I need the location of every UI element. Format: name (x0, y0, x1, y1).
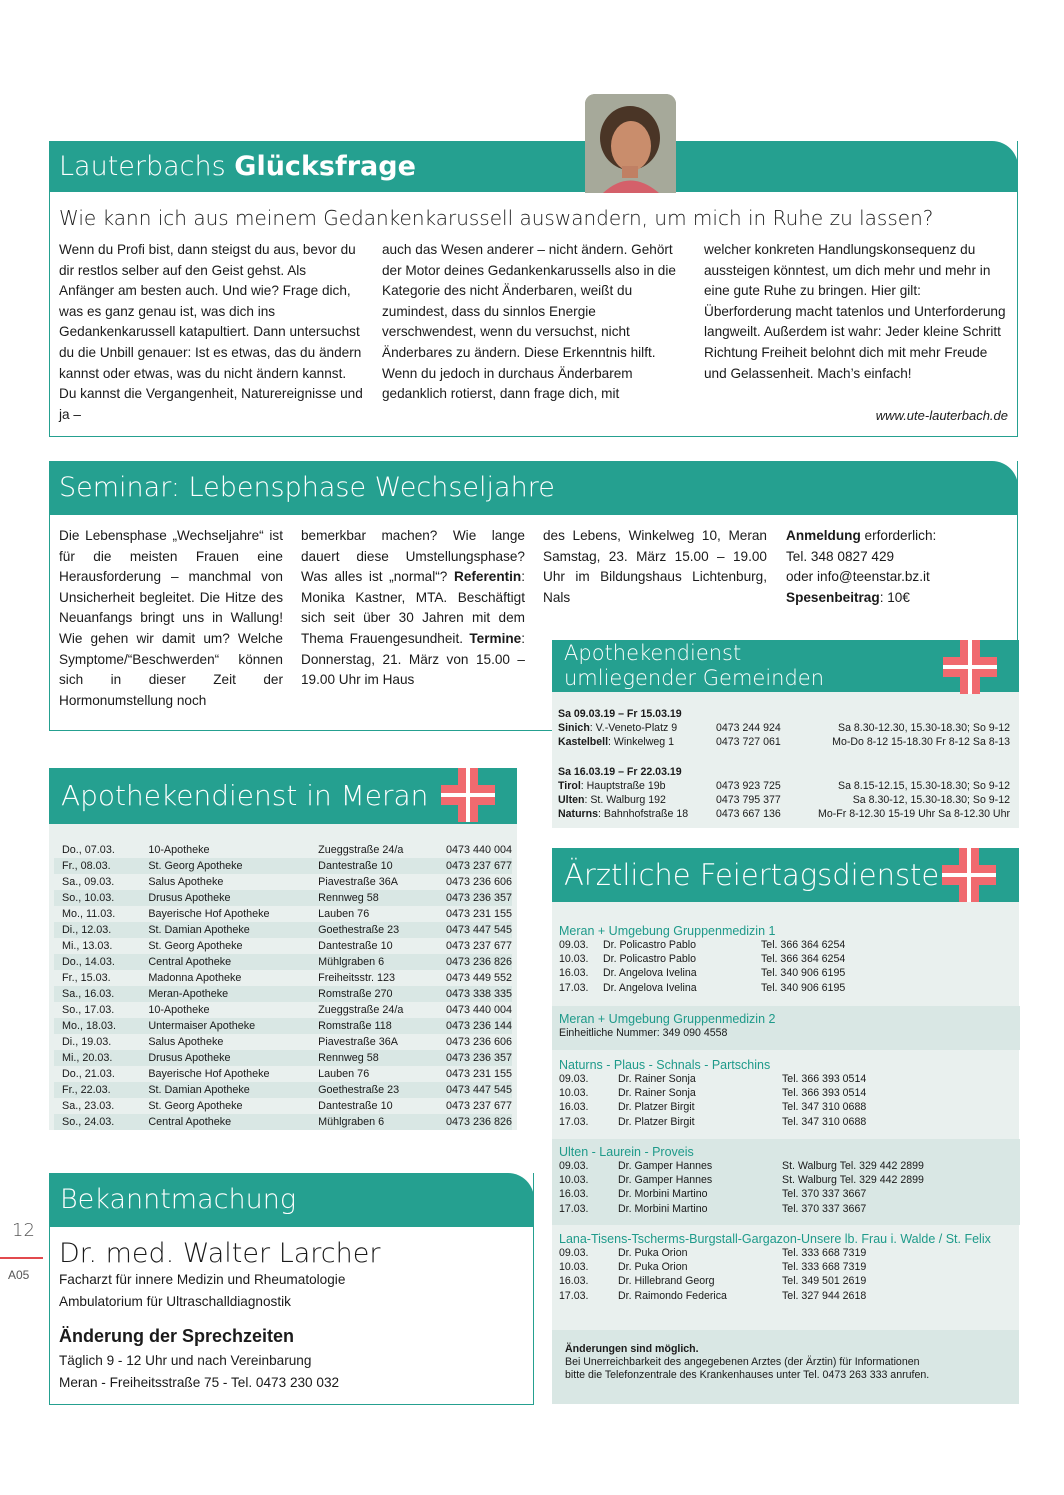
table-cell: Bayerische Hof Apotheke (148, 908, 270, 920)
table-cell: So., 10.03. (62, 892, 115, 904)
table-cell: Goethestraße 23 (318, 924, 400, 936)
bekannt-title: Bekanntmachung (60, 1184, 297, 1215)
doctor-ambulatorium: Ambulatorium für Ultraschalldiagnostik (59, 1294, 291, 1309)
seminar-col-3: des Lebens, Winkelweg 10, Meran Samstag, 23. März 15.00 – 19.00 Uhr im Bildungshaus Lichtenburg, Nals (543, 528, 767, 605)
aerzte-title: Ärztliche Feiertagsdienste (564, 858, 940, 892)
table-row (54, 842, 512, 858)
glueck-title: Lauterbachs Glücksfrage (59, 151, 416, 182)
aerzte-title-bar (552, 848, 1019, 902)
table-cell: 0473 236 606 (445, 1036, 512, 1048)
table-row (54, 1098, 512, 1114)
table-cell: Central Apotheke (148, 1116, 232, 1128)
table-cell: 0473 449 552 (445, 972, 512, 984)
apo-umliegend-title-2: umliegender Gemeinden (564, 666, 825, 690)
table-cell: Rennweg 58 (318, 1052, 379, 1064)
table-cell: Dantestraße 10 (318, 860, 393, 872)
table-cell: 0473 237 677 (445, 940, 512, 952)
glueck-col-1: Wenn du Profi bist, dann steigst du aus, bevor du dir restlos selber auf den Geist gehst. Als Anfänger am besten auch. Und wie? Frage dich, was es ganz genau ist, was dich ins Gedankenkarussell katapultiert. Dann untersuchst du die Unbill genauer: Ist es etwas, das du ändern kannst oder etwas, was du nicht ändern kannst. Du kannst die Vergangenheit, Naturereignisse und ja – (59, 242, 363, 422)
apo-umliegend-group-2: Sa 16.03.19 – Fr 22.03.19 Tirol: Hauptstraße 19b 0473 923 725 Sa 8.15-12.15, 15.30-18.30; So 9-12 Ulten: St. Walburg 192 0473 795 377 Sa 8.30-12, 15.30-18.30; So 9-12 Naturns: Bahnhofstraße 18 0473 667 136 Mo-Fr 8-12.30 15-19 Uhr Sa 8-12.30 Uhr (558, 766, 1010, 820)
list-item: 10.03. Dr. Puka Orion Tel. 333 668 7319 (559, 1261, 867, 1274)
table-row (54, 986, 512, 1002)
table-row (54, 922, 512, 938)
list-item: 17.03. Dr. Morbini Martino Tel. 370 337 3667 (559, 1202, 867, 1215)
doctor-specialty: Facharzt für innere Medizin und Rheumatologie (59, 1272, 346, 1287)
table-cell: 0473 236 826 (445, 1116, 512, 1128)
table-row (54, 890, 512, 906)
seminar-title: Seminar: Lebensphase Wechseljahre (59, 472, 555, 503)
table-row (54, 1066, 512, 1082)
table-cell: 10-Apotheke (148, 844, 210, 856)
table-cell: Mo., 11.03. (62, 908, 116, 920)
table-cell: St. Georg Apotheke (148, 940, 243, 952)
table-cell: 0473 236 144 (445, 1020, 512, 1032)
list-item: Ulten: St. Walburg 192 0473 795 377 Sa 8.30-12, 15.30-18.30; So 9-12 (558, 794, 1010, 806)
list-item: Tirol: Hauptstraße 19b 0473 923 725 Sa 8.15-12.15, 15.30-18.30; So 9-12 (558, 780, 1010, 792)
hours-text: Täglich 9 - 12 Uhr und nach Vereinbarung (59, 1353, 312, 1368)
table-cell: Romstraße 118 (318, 1020, 392, 1032)
table-cell: Freiheitsstr. 123 (318, 972, 395, 984)
glueck-question: Wie kann ich aus meinem Gedankenkarussell auswandern, um mich in Ruhe zu lassen? (59, 206, 934, 230)
table-cell: St. Georg Apotheke (148, 860, 243, 872)
table-cell: Zueggstraße 24/a (318, 1004, 404, 1016)
page-number: 12 (12, 1220, 35, 1241)
table-cell: Madonna Apotheke (148, 972, 242, 984)
glueck-col-3: welcher konkreten Handlungskonsequenz du aussteigen könntest, um dich mehr und mehr in eine gute Ruhe zu bringen. Hier gilt: Überforderung macht tatenlos und Unterforderung langweilt. Außerdem ist wahr: Jeder kleine Schritt Richtung Freiheit belohnt dich mit mehr Freude und Gelassenheit. Mach’s einfach! (704, 242, 1006, 381)
table-row (54, 1114, 512, 1130)
pharmacy-cross-icon (943, 640, 997, 694)
doctor-name: Dr. med. Walter Larcher (59, 1238, 381, 1269)
seminar-col-4: Anmeldung erforderlich: Tel. 348 0827 429 oder info@teenstar.bz.it Spesenbeitrag: 10€ (786, 526, 1010, 608)
table-cell: 0473 231 155 (445, 1068, 512, 1080)
seminar-title-bar (49, 461, 1018, 515)
table-cell: Mühlgraben 6 (318, 1116, 385, 1128)
table-cell: Di., 19.03. (62, 1036, 112, 1048)
table-cell: Fr., 22.03. (62, 1084, 111, 1096)
table-row (54, 1050, 512, 1066)
table-row (54, 970, 512, 986)
table-cell: Rennweg 58 (318, 892, 379, 904)
table-cell: Bayerische Hof Apotheke (148, 1068, 270, 1080)
table-cell: Drusus Apotheke (148, 1052, 231, 1064)
table-cell: 0473 236 606 (445, 876, 512, 888)
table-cell: Dantestraße 10 (318, 940, 393, 952)
aerzte-section: Naturns - Plaus - Schnals - Partschins 09.03. Dr. Rainer Sonja Tel. 366 393 0514 10.03. Dr. Rainer Sonja Tel. 366 393 0514 16.03. Dr. Platzer Birgit Tel. 347 310 0688 17.03. Dr. Platzer Birgit Tel. 347 310 0688 (559, 1058, 867, 1128)
list-item: 16.03. Dr. Platzer Birgit Tel. 347 310 0688 (559, 1101, 867, 1114)
table-cell: Piavestraße 36A (318, 1036, 398, 1048)
seminar-col-2: bemerkbar machen? Wie lange dauert diese Umstellungsphase? Was alles ist „normal“? Referentin: Monika Kastner, MTA. Beschäftigt sich seit über 30 Jahren mit dem Thema Frauengesundheit. Termine: Donnerstag, 21. März von 15.00 – 19.00 Uhr im Haus (301, 528, 526, 688)
table-cell: Sa., 23.03. (62, 1100, 115, 1112)
apo-umliegend-group-1: Sa 09.03.19 – Fr 15.03.19 Sinich: V.-Veneto-Platz 9 0473 244 924 Sa 8.30-12.30, 15.30-18.30; So 9-12 Kastelbell: Winkelweg 1 0473 727 061 Mo-Do 8-12 15-18.30 Fr 8-12 Sa 8-13 (558, 708, 1010, 748)
table-cell: Mi., 20.03. (62, 1052, 113, 1064)
aerzte-footer: Änderungen sind möglich. Bei Unerreichbarkeit des angegebenen Arztes (der Ärztin) für Informationen bitte die Telefonzentrale des Krankenhauses unter Tel. 0473 263 333 anrufen. (552, 1330, 1019, 1404)
doctor-address: Meran - Freiheitsstraße 75 - Tel. 0473 230 032 (59, 1375, 340, 1390)
table-cell: Sa., 16.03. (62, 988, 115, 1000)
apo-umliegend-title-1: Apothekendienst (564, 641, 742, 665)
table-cell: So., 24.03. (62, 1116, 115, 1128)
table-cell: Lauben 76 (318, 908, 370, 920)
table-cell: 0473 237 677 (445, 1100, 512, 1112)
medical-cross-icon (942, 848, 996, 902)
list-item: Kastelbell: Winkelweg 1 0473 727 061 Mo-Do 8-12 15-18.30 Fr 8-12 Sa 8-13 (558, 736, 1010, 748)
table-row (54, 954, 512, 970)
table-cell: Di., 12.03. (62, 924, 112, 936)
table-cell: St. Damian Apotheke (148, 1084, 250, 1096)
table-cell: 0473 236 357 (445, 892, 512, 904)
table-cell: Sa., 09.03. (62, 876, 115, 888)
list-item: 09.03. Dr. Policastro Pablo Tel. 366 364 6254 (559, 939, 846, 951)
table-cell: Do., 14.03. (62, 956, 115, 968)
glueck-col-2: auch das Wesen anderer – nicht ändern. Gehört der Motor deines Gedankenkarussells also in die Kategorie des nicht Änderbaren, weißt du zumindest, dass du sinnlos Energie verschwendest, wenn du versuchst, nicht Änderbares zu ändern. Diese Erkenntnis hilft. Wenn du jedoch in durchaus Änderbarem gedanklich rotierst, dann frage dich, mit (382, 242, 676, 402)
table-row (54, 906, 512, 922)
table-cell: Central Apotheke (148, 956, 232, 968)
table-cell: Do., 07.03. (62, 844, 115, 856)
table-row (54, 1018, 512, 1034)
table-cell: Do., 21.03. (62, 1068, 115, 1080)
list-item: 10.03. Dr. Rainer Sonja Tel. 366 393 0514 (559, 1087, 867, 1100)
table-cell: St. Damian Apotheke (148, 924, 250, 936)
table-cell: 0473 338 335 (445, 988, 512, 1000)
aerzte-section: Meran + Umgebung Gruppenmedizin 2 Einheitliche Nummer: 349 090 4558 (552, 1006, 1020, 1050)
list-item: 09.03. Dr. Puka Orion Tel. 333 668 7319 (559, 1247, 867, 1259)
table-cell: Fr., 15.03. (62, 972, 111, 984)
list-item: 09.03. Dr. Gamper Hannes St. Walburg Tel. 329 442 2899 (559, 1160, 924, 1172)
glueck-title-bar (49, 141, 1018, 192)
list-item: 17.03. Dr. Raimondo Federica Tel. 327 944 2618 (559, 1289, 867, 1302)
table-cell: Salus Apotheke (148, 1036, 224, 1048)
table-row (54, 1082, 512, 1098)
table-cell: 0473 237 677 (445, 860, 512, 872)
table-cell: Zueggstraße 24/a (318, 844, 404, 856)
table-cell: Dantestraße 10 (318, 1100, 393, 1112)
table-cell: 0473 440 004 (445, 844, 512, 856)
table-cell: So., 17.03. (62, 1004, 115, 1016)
list-item: 10.03. Dr. Gamper Hannes St. Walburg Tel. 329 442 2899 (559, 1174, 924, 1187)
table-cell: Salus Apotheke (148, 876, 224, 888)
list-item: Sinich: V.-Veneto-Platz 9 0473 244 924 Sa 8.30-12.30, 15.30-18.30; So 9-12 (558, 722, 1010, 734)
table-row (54, 938, 512, 954)
list-item: 16.03. Dr. Hillebrand Georg Tel. 349 501 2619 (559, 1275, 867, 1288)
table-cell: 0473 231 155 (445, 908, 512, 920)
table-cell: Lauben 76 (318, 1068, 370, 1080)
table-row (54, 858, 512, 874)
table-row (54, 874, 512, 890)
table-cell: 10-Apotheke (148, 1004, 210, 1016)
page-divider (0, 1257, 43, 1259)
aerzte-section: Lana-Tisens-Tscherms-Burgstall-Gargazon-Unsere lb. Frau i. Walde / St. Felix 09.03. Dr. Puka Orion Tel. 333 668 7319 10.03. Dr. Puka Orion Tel. 333 668 7319 16.03. Dr. Hillebrand Georg Tel. 349 501 2619 17.03. Dr. Raimondo Federica Tel. 327 944 2618 (559, 1232, 991, 1302)
table-row (54, 1002, 512, 1018)
portrait-icon (585, 94, 676, 193)
table-cell: Meran-Apotheke (148, 988, 229, 1000)
glueck-url[interactable]: www.ute-lauterbach.de (875, 408, 1008, 423)
aerzte-section: Ulten - Laurein - Proveis 09.03. Dr. Gamper Hannes St. Walburg Tel. 329 442 2899 10.03. Dr. Gamper Hannes St. Walburg Tel. 329 442 2899 16.03. Dr. Morbini Martino Tel. 370 337 3667 17.03. Dr. Morbini Martino Tel. 370 337 3667 (552, 1139, 1020, 1225)
table-cell: 0473 236 357 (445, 1052, 512, 1064)
pharmacy-cross-icon (441, 768, 495, 822)
list-item: Naturns: Bahnhofstraße 18 0473 667 136 Mo-Fr 8-12.30 15-19 Uhr Sa 8-12.30 Uhr (558, 808, 1010, 820)
table-cell: Piavestraße 36A (318, 876, 398, 888)
table-cell: Mühlgraben 6 (318, 956, 385, 968)
table-cell: Drusus Apotheke (148, 892, 231, 904)
list-item: 09.03. Dr. Rainer Sonja Tel. 366 393 0514 (559, 1073, 867, 1085)
apo-meran-title: Apothekendienst in Meran (61, 779, 429, 812)
table-cell: Mo., 18.03. (62, 1020, 117, 1032)
table-cell: St. Georg Apotheke (148, 1100, 243, 1112)
list-item: 17.03. Dr. Platzer Birgit Tel. 347 310 0688 (559, 1115, 867, 1128)
table-cell: Goethestraße 23 (318, 1084, 400, 1096)
list-item: 16.03. Dr. Morbini Martino Tel. 370 337 3667 (559, 1188, 867, 1201)
table-cell: Mi., 13.03. (62, 940, 113, 952)
table-cell: Untermaiser Apotheke (148, 1020, 256, 1032)
aerzte-section: Meran + Umgebung Gruppenmedizin 1 09.03. Dr. Policastro Pablo Tel. 366 364 6254 10.03. Dr. Policastro Pablo Tel. 366 364 6254 16.03. Dr. Angelova Ivelina Tel. 340 906 6195 17.03. Dr. Angelova Ivelina Tel. 340 906 6195 (559, 924, 846, 994)
table-cell: Fr., 08.03. (62, 860, 111, 872)
seminar-col-1: Die Lebensphase „Wechseljahre“ ist für die meisten Frauen eine Herausforderung – manchmal von Unsicherheit begleitet. Die Hitze des Neuanfangs bringt uns in Wallung! Wie gehen wir damit um? Welche Symptome/“Beschwerden“ können sich in dieser Zeit der Hormonumstellung noch (59, 528, 283, 708)
table-cell: Romstraße 270 (318, 988, 393, 1000)
seminar-email[interactable]: oder info@teenstar.bz.it (786, 569, 930, 585)
table-row (54, 1034, 512, 1050)
bekannt-title-bar (49, 1173, 534, 1227)
table-cell: 0473 236 826 (445, 956, 512, 968)
list-item: 10.03. Dr. Policastro Pablo Tel. 366 364 6254 (559, 953, 846, 966)
page-code: A05 (8, 1268, 30, 1282)
hours-heading: Änderung der Sprechzeiten (59, 1326, 295, 1346)
apo-umliegend-title-bar (552, 640, 1019, 692)
table-cell: 0473 447 545 (445, 924, 512, 936)
list-item: 17.03. Dr. Angelova Ivelina Tel. 340 906 6195 (559, 981, 846, 994)
table-cell: 0473 440 004 (445, 1004, 512, 1016)
author-photo (585, 94, 676, 193)
apo-meran-title-bar (49, 768, 517, 824)
apo-meran-table (54, 842, 512, 1130)
list-item: 16.03. Dr. Angelova Ivelina Tel. 340 906 6195 (559, 967, 846, 980)
table-cell: 0473 447 545 (445, 1084, 512, 1096)
